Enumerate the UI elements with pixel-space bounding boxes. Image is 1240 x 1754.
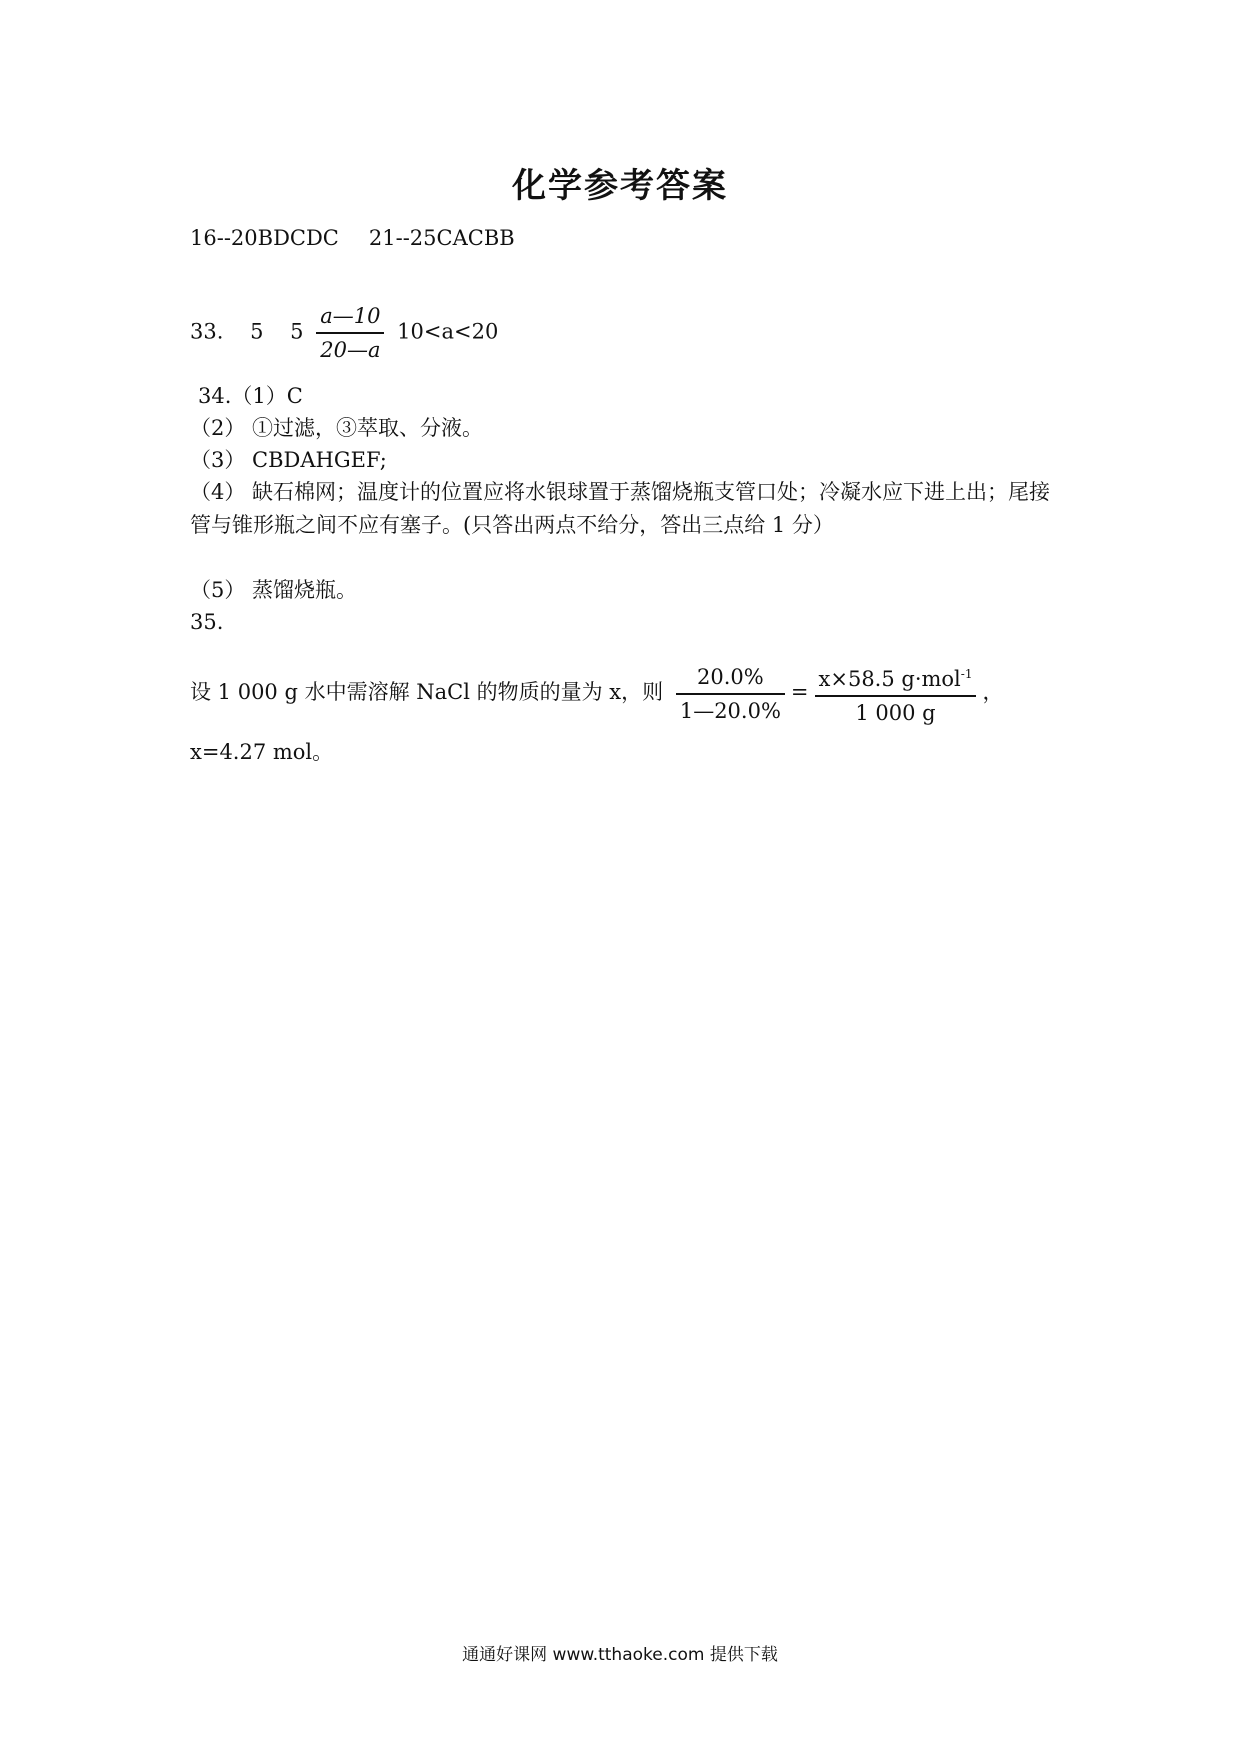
q34-part-4: （4） 缺石棉网；温度计的位置应将水银球置于蒸馏烧瓶支管口处；冷凝水应下进上出；尾接管与锥形瓶之间不应有塞子。(只答出两点不给分，答出三点给 1 分）	[190, 480, 1051, 537]
q34-part-1: 34.（1）C	[198, 384, 303, 408]
q35-comma: ，	[982, 680, 1004, 704]
q35-result: x=4.27 mol。	[190, 740, 334, 764]
q33-label: 33.	[190, 319, 224, 344]
q33-answer-1: 5	[250, 319, 264, 344]
q33-fraction	[316, 302, 384, 364]
q35-fraction-2-exponent: -1	[960, 667, 973, 681]
multiple-choice-answers	[190, 222, 515, 254]
q35-fraction-2-numerator	[815, 660, 977, 697]
page-title: 化学参考答案	[512, 166, 728, 206]
q35-fraction-1-denominator: 1—20.0%	[679, 698, 781, 723]
q34-part-3: （3） CBDAHGEF;	[190, 448, 387, 472]
q34-part-2: （2） ①过滤，③萃取、分液。	[190, 416, 484, 440]
q35-equation	[190, 660, 1003, 727]
q35-equals: =	[790, 680, 809, 704]
q33-answer	[190, 302, 498, 364]
q33-answer-2: 5	[290, 319, 304, 344]
q33-fraction-numerator: a—10	[316, 302, 384, 334]
mc-16-20: 16--20BDCDC	[190, 226, 339, 250]
q33-fraction-denominator: 20—a	[320, 338, 381, 362]
q33-range: 10<a<20	[397, 319, 499, 344]
q35-fraction-1-numerator: 20.0%	[676, 663, 785, 695]
q35-intro: 设 1 000 g 水中需溶解 NaCl 的物质的量为 x，则	[190, 680, 664, 704]
q35-fraction-1	[676, 663, 785, 725]
q35-label: 35.	[190, 610, 224, 634]
mc-21-25: 21--25CACBB	[368, 226, 515, 250]
q34-part-5: （5） 蒸馏烧瓶。	[190, 578, 358, 602]
q35-fraction-2	[815, 660, 977, 727]
page-footer: 通通好课网 www.tthaoke.com 提供下载	[462, 1645, 778, 1665]
q35-fraction-2-denominator: 1 000 g	[855, 701, 936, 725]
q35-fraction-2-numerator-text: x×58.5 g·mol	[818, 667, 961, 691]
